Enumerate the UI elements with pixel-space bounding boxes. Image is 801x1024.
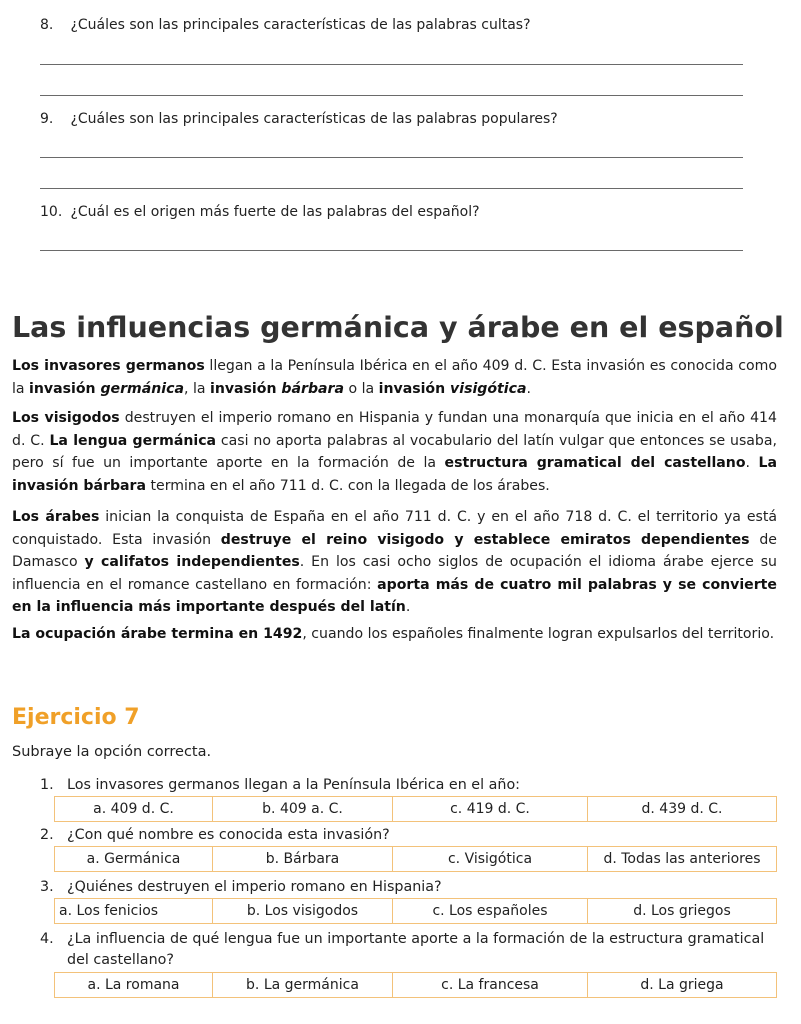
answer-line[interactable] <box>40 95 743 96</box>
exercise-title: Ejercicio 7 <box>12 705 140 730</box>
text: . <box>745 455 759 471</box>
bold-text: Los visigodos <box>12 410 120 426</box>
option-b[interactable]: b. Los visigodos <box>213 899 393 923</box>
question-text: ¿Cuál es el origen más fuerte de las palabras del español? <box>70 204 480 220</box>
text: . <box>526 380 531 397</box>
exercise-question-3 <box>40 877 442 898</box>
paragraph-visigodos <box>12 407 777 497</box>
question-text: ¿Con qué nombre es conocida esta invasión? <box>67 827 390 843</box>
text: de Damasco <box>12 531 777 570</box>
question-number: 2. <box>40 827 54 843</box>
exercise-question-2 <box>40 825 390 846</box>
bold-text: La invasión bárbara <box>12 455 778 494</box>
option-a[interactable]: a. Los fenicios <box>55 899 213 923</box>
option-a[interactable]: a. 409 d. C. <box>55 797 213 821</box>
bold-text: Los invasores germanos <box>12 358 205 374</box>
option-d[interactable]: d. Los griegos <box>633 903 731 919</box>
option-c[interactable]: c. 419 d. C. <box>393 797 588 821</box>
text: inician la conquista de España en el año 711 d. C. y en el año 718 d. C. el territorio ya está conquistado. Esta invasión <box>12 509 777 548</box>
bold-text: La ocupación árabe termina en 1492 <box>12 626 303 642</box>
question-number: 4. <box>40 931 54 947</box>
option-a[interactable]: a. Germánica <box>55 847 213 871</box>
text: , cuando los españoles finalmente logran expulsarlos del territorio. <box>302 626 775 642</box>
option-d[interactable]: d. Todas las anteriores <box>603 851 761 867</box>
option-b[interactable]: b. Bárbara <box>213 847 393 871</box>
exercise-question-1 <box>40 775 520 796</box>
bold-text: La lengua germánica <box>49 432 217 449</box>
text: termina en el año 711 d. C. con la llegada de los árabes. <box>146 477 550 494</box>
text: . <box>405 599 411 615</box>
answer-line[interactable] <box>40 157 743 158</box>
text: llegan a la Península Ibérica en el año 409 d. C. Esta invasión es conocida como la <box>12 358 778 397</box>
option-c[interactable]: c. Visigótica <box>393 847 588 871</box>
bold-text: y califatos independientes <box>84 554 300 570</box>
text: . En los casi ocho siglos de ocupación el idioma árabe ejerce su influencia en el romance castellano en formación: <box>12 554 777 593</box>
exercise-question-4 <box>40 929 780 971</box>
question-number: 10. <box>40 204 63 220</box>
answer-line[interactable] <box>40 64 743 65</box>
option-c[interactable]: c. Los españoles <box>393 899 588 923</box>
text: destruyen el imperio romano en Hispania y fundan una monarquía que inicia en el año 414 d. C. <box>12 410 777 449</box>
option-d[interactable]: d. La griega <box>640 977 724 993</box>
option-a[interactable]: a. La romana <box>55 973 213 997</box>
paragraph-invasores <box>12 355 777 400</box>
text: o la <box>344 380 379 397</box>
question-10 <box>40 203 480 221</box>
text: , la <box>183 380 210 397</box>
bold-text: destruye el reino visigodo y establece emiratos dependientes <box>220 531 750 548</box>
bold-text: estructura gramatical del castellano <box>444 455 746 471</box>
question-number: 9. <box>40 111 54 127</box>
question-8 <box>40 16 531 34</box>
bold-text: invasión visigótica <box>378 380 527 397</box>
exercise-instruction: Subraye la opción correcta. <box>12 744 212 760</box>
options-row-3 <box>54 898 777 924</box>
options-row-1 <box>54 796 777 822</box>
option-b[interactable]: b. La germánica <box>213 973 393 997</box>
question-text: ¿Cuáles son las principales características de las palabras populares? <box>70 111 558 127</box>
answer-line[interactable] <box>40 188 743 189</box>
question-text: Los invasores germanos llegan a la Península Ibérica en el año: <box>67 777 521 793</box>
answer-line[interactable] <box>40 250 743 251</box>
paragraph-arabes <box>12 506 777 619</box>
question-text: ¿La influencia de qué lengua fue un importante aporte a la formación de la estructura gramatical <box>67 931 765 947</box>
option-b[interactable]: b. 409 a. C. <box>213 797 393 821</box>
option-c[interactable]: c. La francesa <box>393 973 588 997</box>
question-text: ¿Quiénes destruyen el imperio romano en Hispania? <box>67 879 442 895</box>
question-text: ¿Cuáles son las principales características de las palabras cultas? <box>70 17 531 33</box>
text: casi no aporta palabras al vocabulario del latín vulgar que entonces se usaba, pero sí fue un importante aporte en la formación de la <box>12 432 777 471</box>
section-title: Las influencias germánica y árabe en el español <box>12 311 784 344</box>
bold-text: invasión germánica <box>29 380 184 397</box>
bold-text: Los árabes <box>12 509 100 525</box>
question-text-continued: del castellano? <box>67 952 174 968</box>
options-row-2 <box>54 846 777 872</box>
option-d[interactable]: d. 439 d. C. <box>641 801 723 817</box>
bold-text: invasión bárbara <box>209 380 345 397</box>
question-9 <box>40 110 558 128</box>
question-number: 3. <box>40 879 54 895</box>
bold-text: aporta más de cuatro mil palabras y se convierte en la influencia más importante después del latín <box>12 576 777 615</box>
options-row-4 <box>54 972 777 998</box>
paragraph-ocupacion <box>12 623 777 646</box>
question-number: 8. <box>40 17 54 33</box>
question-number: 1. <box>40 777 54 793</box>
